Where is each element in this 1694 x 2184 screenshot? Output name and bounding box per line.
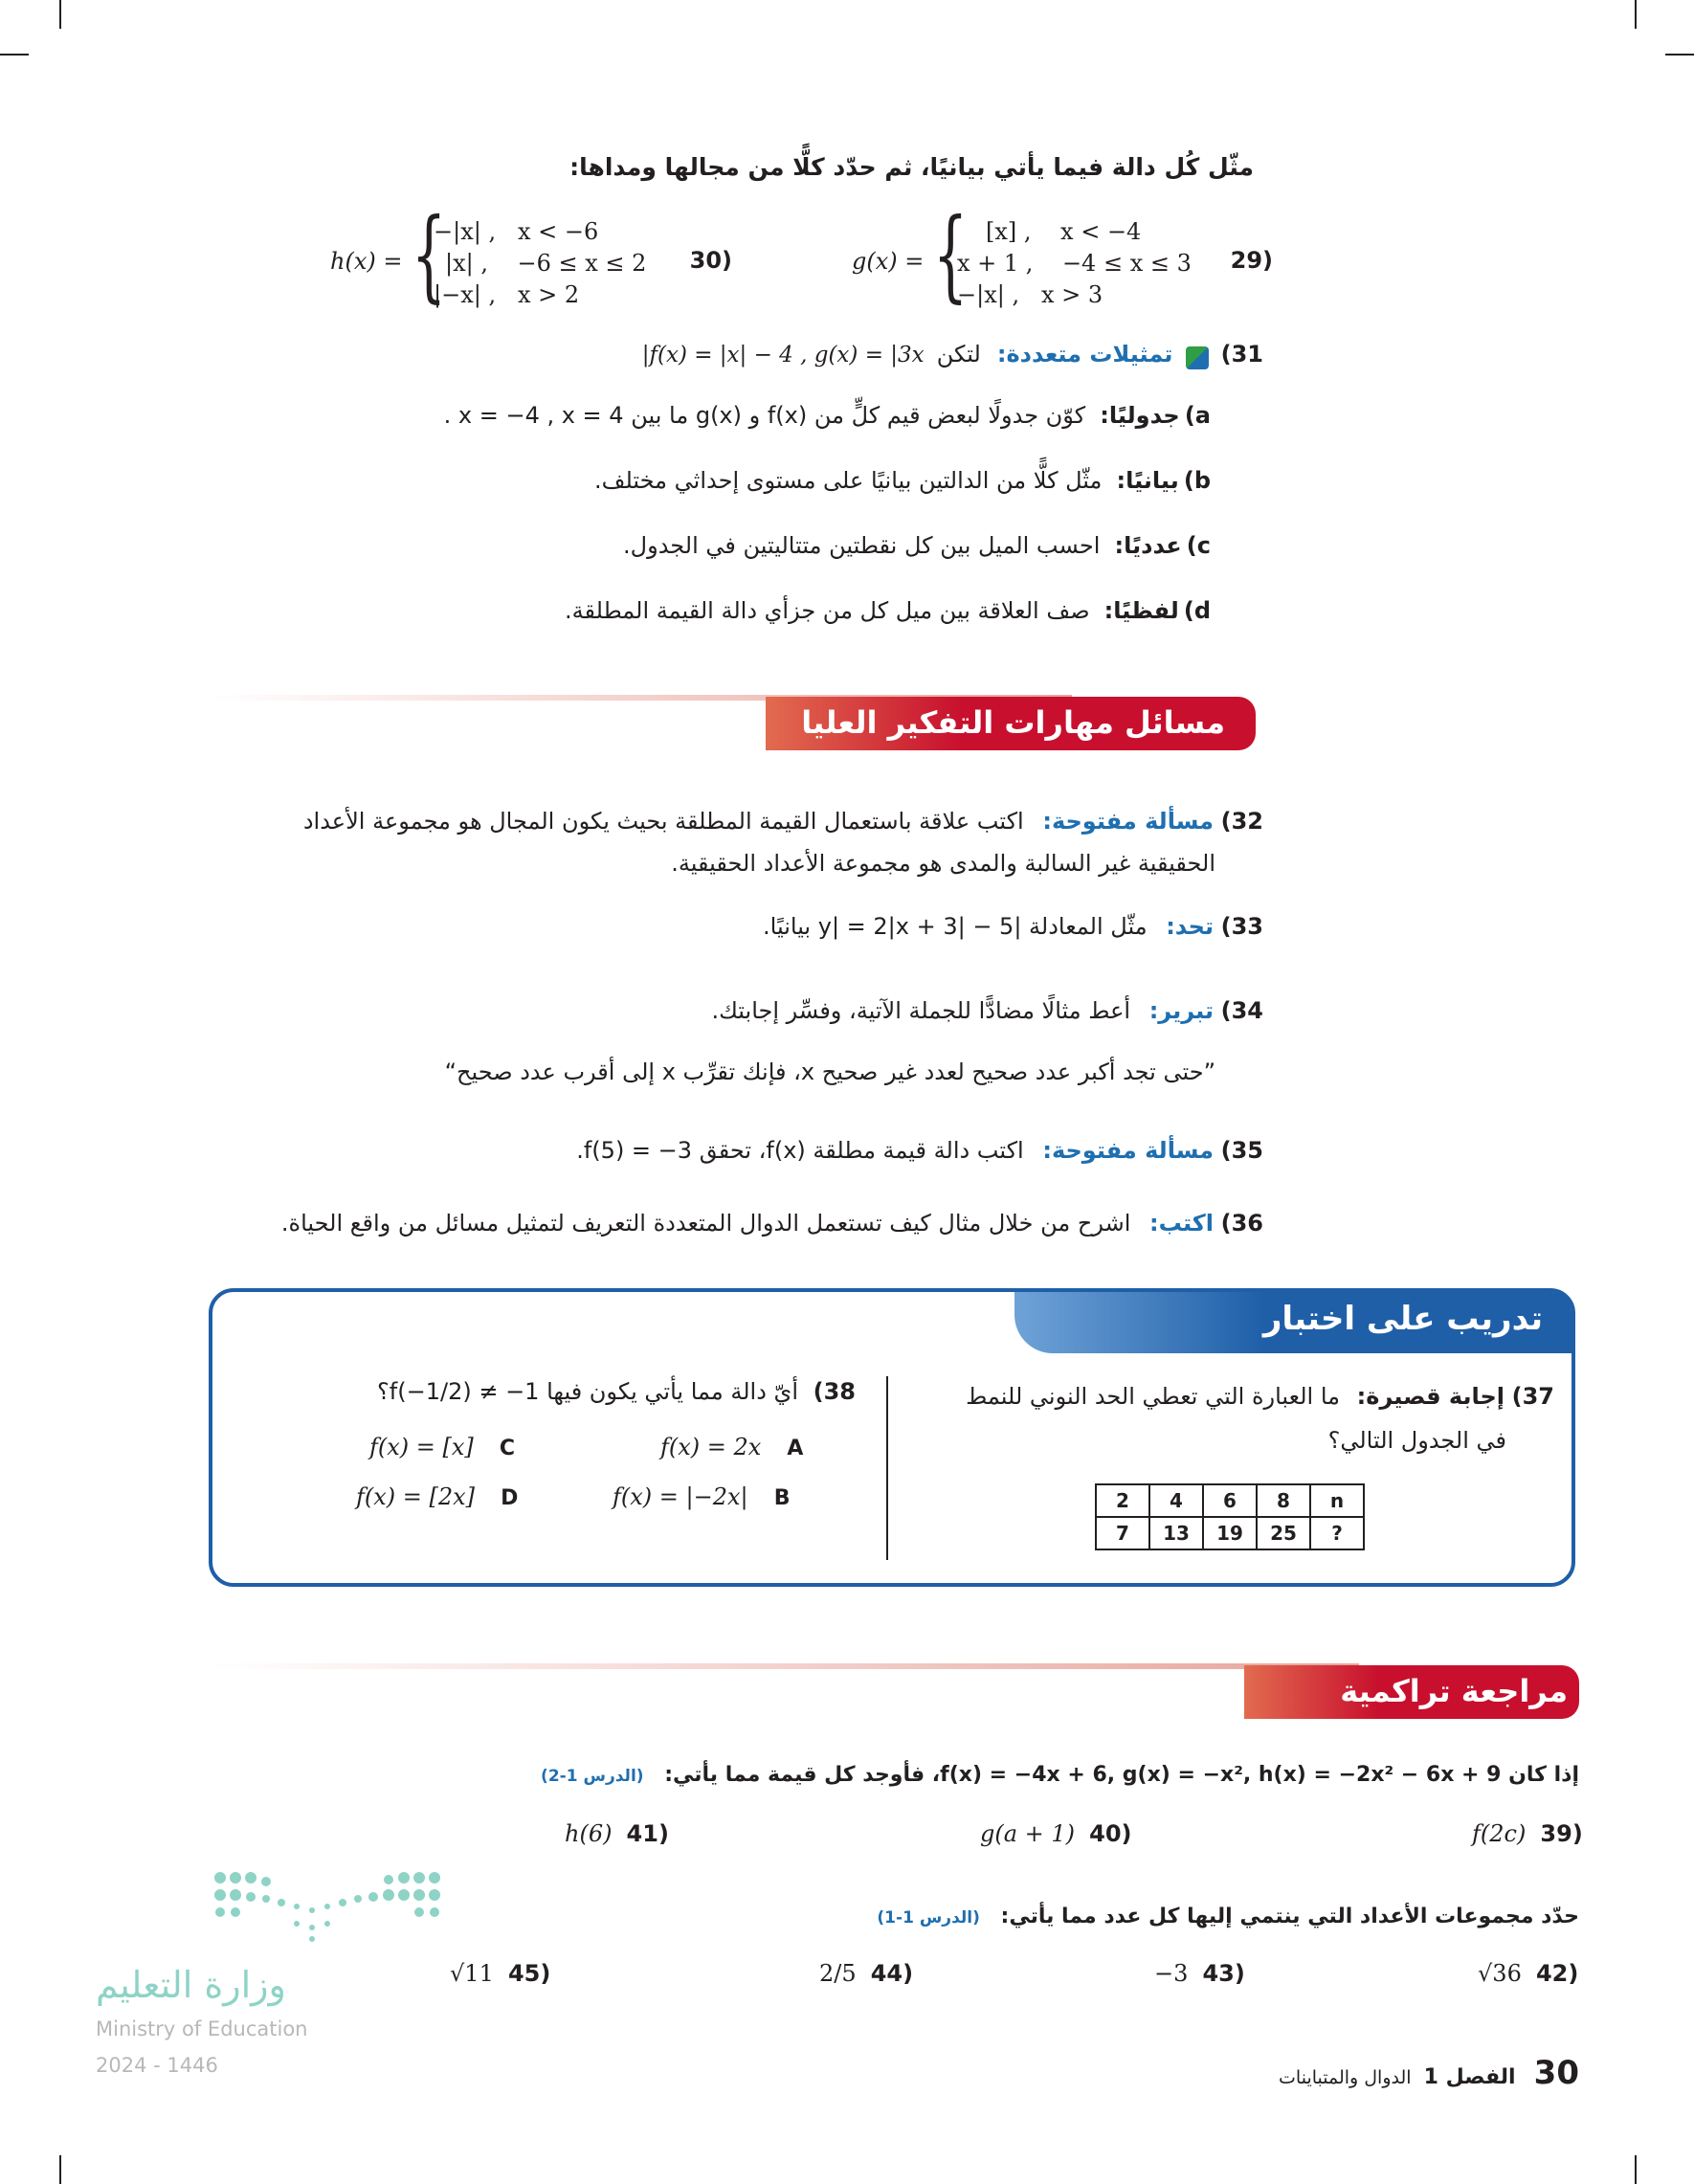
problem-number: 36) [1220, 1210, 1263, 1237]
brace: { [932, 196, 969, 313]
part-text: احسب الميل بين كل نقطتين متتاليتين في الجدول. [623, 532, 1101, 559]
item-44 [819, 1960, 913, 1987]
text: في الجدول التالي؟ [1327, 1427, 1506, 1454]
text: اكتب دالة قيمة مطلقة f(x)، تحقق f(5) = −3. [576, 1137, 1024, 1164]
problem-38 [281, 1378, 856, 1405]
piece: x + 1 , −4 ≤ x ≤ 3 [957, 250, 1192, 277]
choice-b [613, 1483, 790, 1510]
problem-number: 35) [1220, 1137, 1263, 1164]
part-letter: a) [1184, 402, 1211, 429]
label: تحد: [1166, 913, 1214, 940]
problem-number: 37) [1511, 1383, 1554, 1410]
problem-number: 39) [1540, 1820, 1583, 1847]
crop-mark [59, 2155, 61, 2184]
label: مسألة مفتوحة: [1042, 1137, 1214, 1164]
text: اكتب علاقة باستعمال القيمة المطلقة بحيث يكون المجال هو مجموعة الأعداد [302, 808, 1024, 835]
review-gradient-line [211, 1663, 1359, 1669]
pattern-table [1095, 1483, 1365, 1550]
text: إذا كان f(x) = −4x + 6, g(x) = −x², h(x) = −2x² − 6x + 9، فأوجد كل قيمة مما يأتي: [664, 1763, 1579, 1787]
text: أيّ دالة مما يأتي يكون فيها f(−1/2) ≠ −1؟ [377, 1378, 798, 1405]
problem-33 [306, 913, 1263, 940]
table-cell: 7 [1096, 1517, 1149, 1549]
table-row [1096, 1484, 1364, 1517]
label: إجابة قصيرة: [1356, 1383, 1505, 1410]
part-c [349, 532, 1211, 559]
table-row [1096, 1517, 1364, 1549]
text: الحقيقية غير السالبة والمدى هو مجموعة الأعداد الحقيقية. [671, 850, 1215, 877]
multi-rep-icon [1186, 346, 1209, 369]
function-name: h(x) = [330, 248, 403, 275]
part-letter: b) [1183, 467, 1211, 494]
table-cell: 4 [1149, 1484, 1203, 1517]
part-label: بيانيًا: [1116, 467, 1179, 494]
crop-mark [0, 54, 29, 56]
problem-29 [852, 196, 1273, 320]
function-name: g(x) = [852, 248, 925, 275]
crop-mark [1635, 0, 1637, 29]
item-expr: −3 [1154, 1960, 1189, 1987]
problem-number: 45) [507, 1960, 551, 1987]
ministry-year: 2024 - 1446 [96, 2054, 218, 2077]
problem-number: 43) [1202, 1960, 1245, 1987]
part-b [349, 467, 1211, 494]
problem-34 [306, 997, 1263, 1024]
part-label: لفظيًا: [1103, 597, 1179, 624]
crop-mark [1665, 54, 1694, 56]
text: اشرح من خلال مثال كيف تستعمل الدوال المتعددة التعريف لتمثيل مسائل من واقع الحياة. [280, 1210, 1131, 1237]
lesson-ref: (الدرس 1-2) [541, 1767, 644, 1786]
table-cell: 6 [1203, 1484, 1257, 1517]
review-instruction-2 [431, 1905, 1579, 1928]
review-instruction-1 [431, 1763, 1579, 1787]
choice-expr: f(x) = [2x] [356, 1483, 476, 1510]
item-expr: g(a + 1) [980, 1820, 1076, 1847]
table-cell: 13 [1149, 1517, 1203, 1549]
part-text: صف العلاقة بين ميل كل من جزأي دالة القيمة المطلقة. [564, 597, 1090, 624]
choice-c [369, 1434, 515, 1460]
piece: |x| , −6 ≤ x ≤ 2 [445, 250, 647, 277]
problem-31 [402, 341, 1263, 379]
problem-number: 30) [689, 247, 732, 274]
piece: −|x| , x < −6 [434, 218, 599, 245]
part-letter: d) [1183, 597, 1211, 624]
page-number: 30 [1533, 2054, 1579, 2092]
problem-number: 34) [1220, 997, 1263, 1024]
table-cell: ? [1310, 1517, 1364, 1549]
problem-number: 33) [1220, 913, 1263, 940]
label: تبرير: [1148, 997, 1214, 1024]
part-letter: c) [1186, 532, 1211, 559]
chapter-label: الفصل 1 [1423, 2065, 1516, 2089]
problem-37 [966, 1374, 1554, 1462]
math: f(x) = |x| − 4 , g(x) = |3x| [641, 343, 925, 368]
part-d [349, 597, 1211, 624]
ministry-english: Ministry of Education [96, 2017, 308, 2040]
item-expr: f(2c) [1472, 1820, 1527, 1847]
lesson-ref: (الدرس 1-1) [877, 1908, 980, 1928]
crop-mark [1635, 2155, 1637, 2184]
choice-d [356, 1483, 518, 1510]
piece: −|x| , x > 3 [957, 281, 1103, 308]
problem-34-quote: ”حتى تجد أكبر عدد صحيح لعدد غير صحيح x، فإنك تقرِّب x إلى أقرب عدد صحيح“ [444, 1059, 1215, 1085]
item-expr: √36 [1478, 1960, 1522, 1987]
table-cell: 2 [1096, 1484, 1149, 1517]
problem-number: 38) [813, 1378, 856, 1405]
choice-a [660, 1434, 803, 1460]
exercise-intro: مثّل كُل دالة فيما يأتي بيانيًا، ثم حدّد كلًّا من مجالها ومداها: [569, 153, 1254, 181]
table-cell: n [1310, 1484, 1364, 1517]
item-expr: 2/5 [819, 1960, 857, 1987]
choice-letter: B [773, 1486, 791, 1510]
problem-36 [211, 1210, 1263, 1237]
chapter-title: الدوال والمتباينات [1279, 2067, 1412, 2088]
label: تمثيلات متعددة: [996, 341, 1173, 368]
item-40 [980, 1820, 1132, 1847]
test-title: تدريب على اختبار [1262, 1300, 1543, 1338]
item-45 [450, 1960, 550, 1987]
problem-30 [330, 196, 732, 320]
problem-number: 32) [1220, 808, 1263, 835]
text: لتكن [936, 341, 981, 368]
item-41 [565, 1820, 669, 1847]
problem-number: 40) [1089, 1820, 1132, 1847]
choice-letter: C [499, 1437, 516, 1460]
table-cell: 25 [1257, 1517, 1310, 1549]
part-label: جدوليًا: [1100, 402, 1180, 429]
problem-35 [306, 1137, 1263, 1164]
table-cell: 19 [1203, 1517, 1257, 1549]
choice-letter: D [501, 1486, 519, 1510]
problem-number: 44) [870, 1960, 914, 1987]
label: مسألة مفتوحة: [1042, 808, 1214, 835]
review-title: مراجعة تراكمية [1340, 1673, 1568, 1709]
footer [1005, 2054, 1579, 2092]
item-43 [1154, 1960, 1245, 1987]
item-expr: √11 [450, 1960, 494, 1987]
part-text: مثّل كلًّا من الدالتين بيانيًا على مستوى إحداثي مختلف. [594, 467, 1103, 494]
text: حدّد مجموعات الأعداد التي ينتمي إليها كل عدد مما يأتي: [1000, 1905, 1579, 1928]
part-a [349, 402, 1211, 429]
part-text: كوّن جدولًا لبعض قيم كلٍّ من f(x) و g(x) ما بين x = −4 , x = 4 . [443, 402, 1086, 429]
text: ما العبارة التي تعطي الحد النوني للنمط [966, 1383, 1341, 1410]
choice-expr: f(x) = [x] [369, 1434, 474, 1460]
item-expr: h(6) [565, 1820, 613, 1847]
choice-letter: A [787, 1437, 804, 1460]
part-label: عدديًا: [1114, 532, 1182, 559]
text: مثّل المعادلة |y| = 2|x + 3| − 5 بيانيًا. [763, 913, 1148, 940]
ministry-arabic: وزارة التعليم [96, 1964, 286, 2006]
hots-title: مسائل مهارات التفكير العليا [801, 704, 1225, 741]
crop-mark [59, 0, 61, 29]
problem-number: 42) [1535, 1960, 1579, 1987]
choice-expr: f(x) = |−2x| [613, 1483, 748, 1510]
brace: { [411, 196, 447, 313]
ministry-logo-icon [211, 1868, 450, 1945]
piece: [x] , x < −4 [986, 218, 1142, 245]
text: أعط مثالًا مضادًّا للجملة الآتية، وفسِّر إجابتك. [711, 997, 1131, 1024]
item-39 [1472, 1820, 1583, 1847]
problem-32 [268, 800, 1263, 884]
label: اكتب: [1149, 1210, 1214, 1237]
item-42 [1478, 1960, 1578, 1987]
piece: |−x| , x > 2 [434, 281, 580, 308]
problem-number: 29) [1230, 247, 1273, 274]
problem-number: 31) [1220, 341, 1263, 368]
problem-number: 41) [626, 1820, 669, 1847]
column-divider [886, 1376, 888, 1560]
choice-expr: f(x) = 2x [660, 1434, 762, 1460]
table-cell: 8 [1257, 1484, 1310, 1517]
